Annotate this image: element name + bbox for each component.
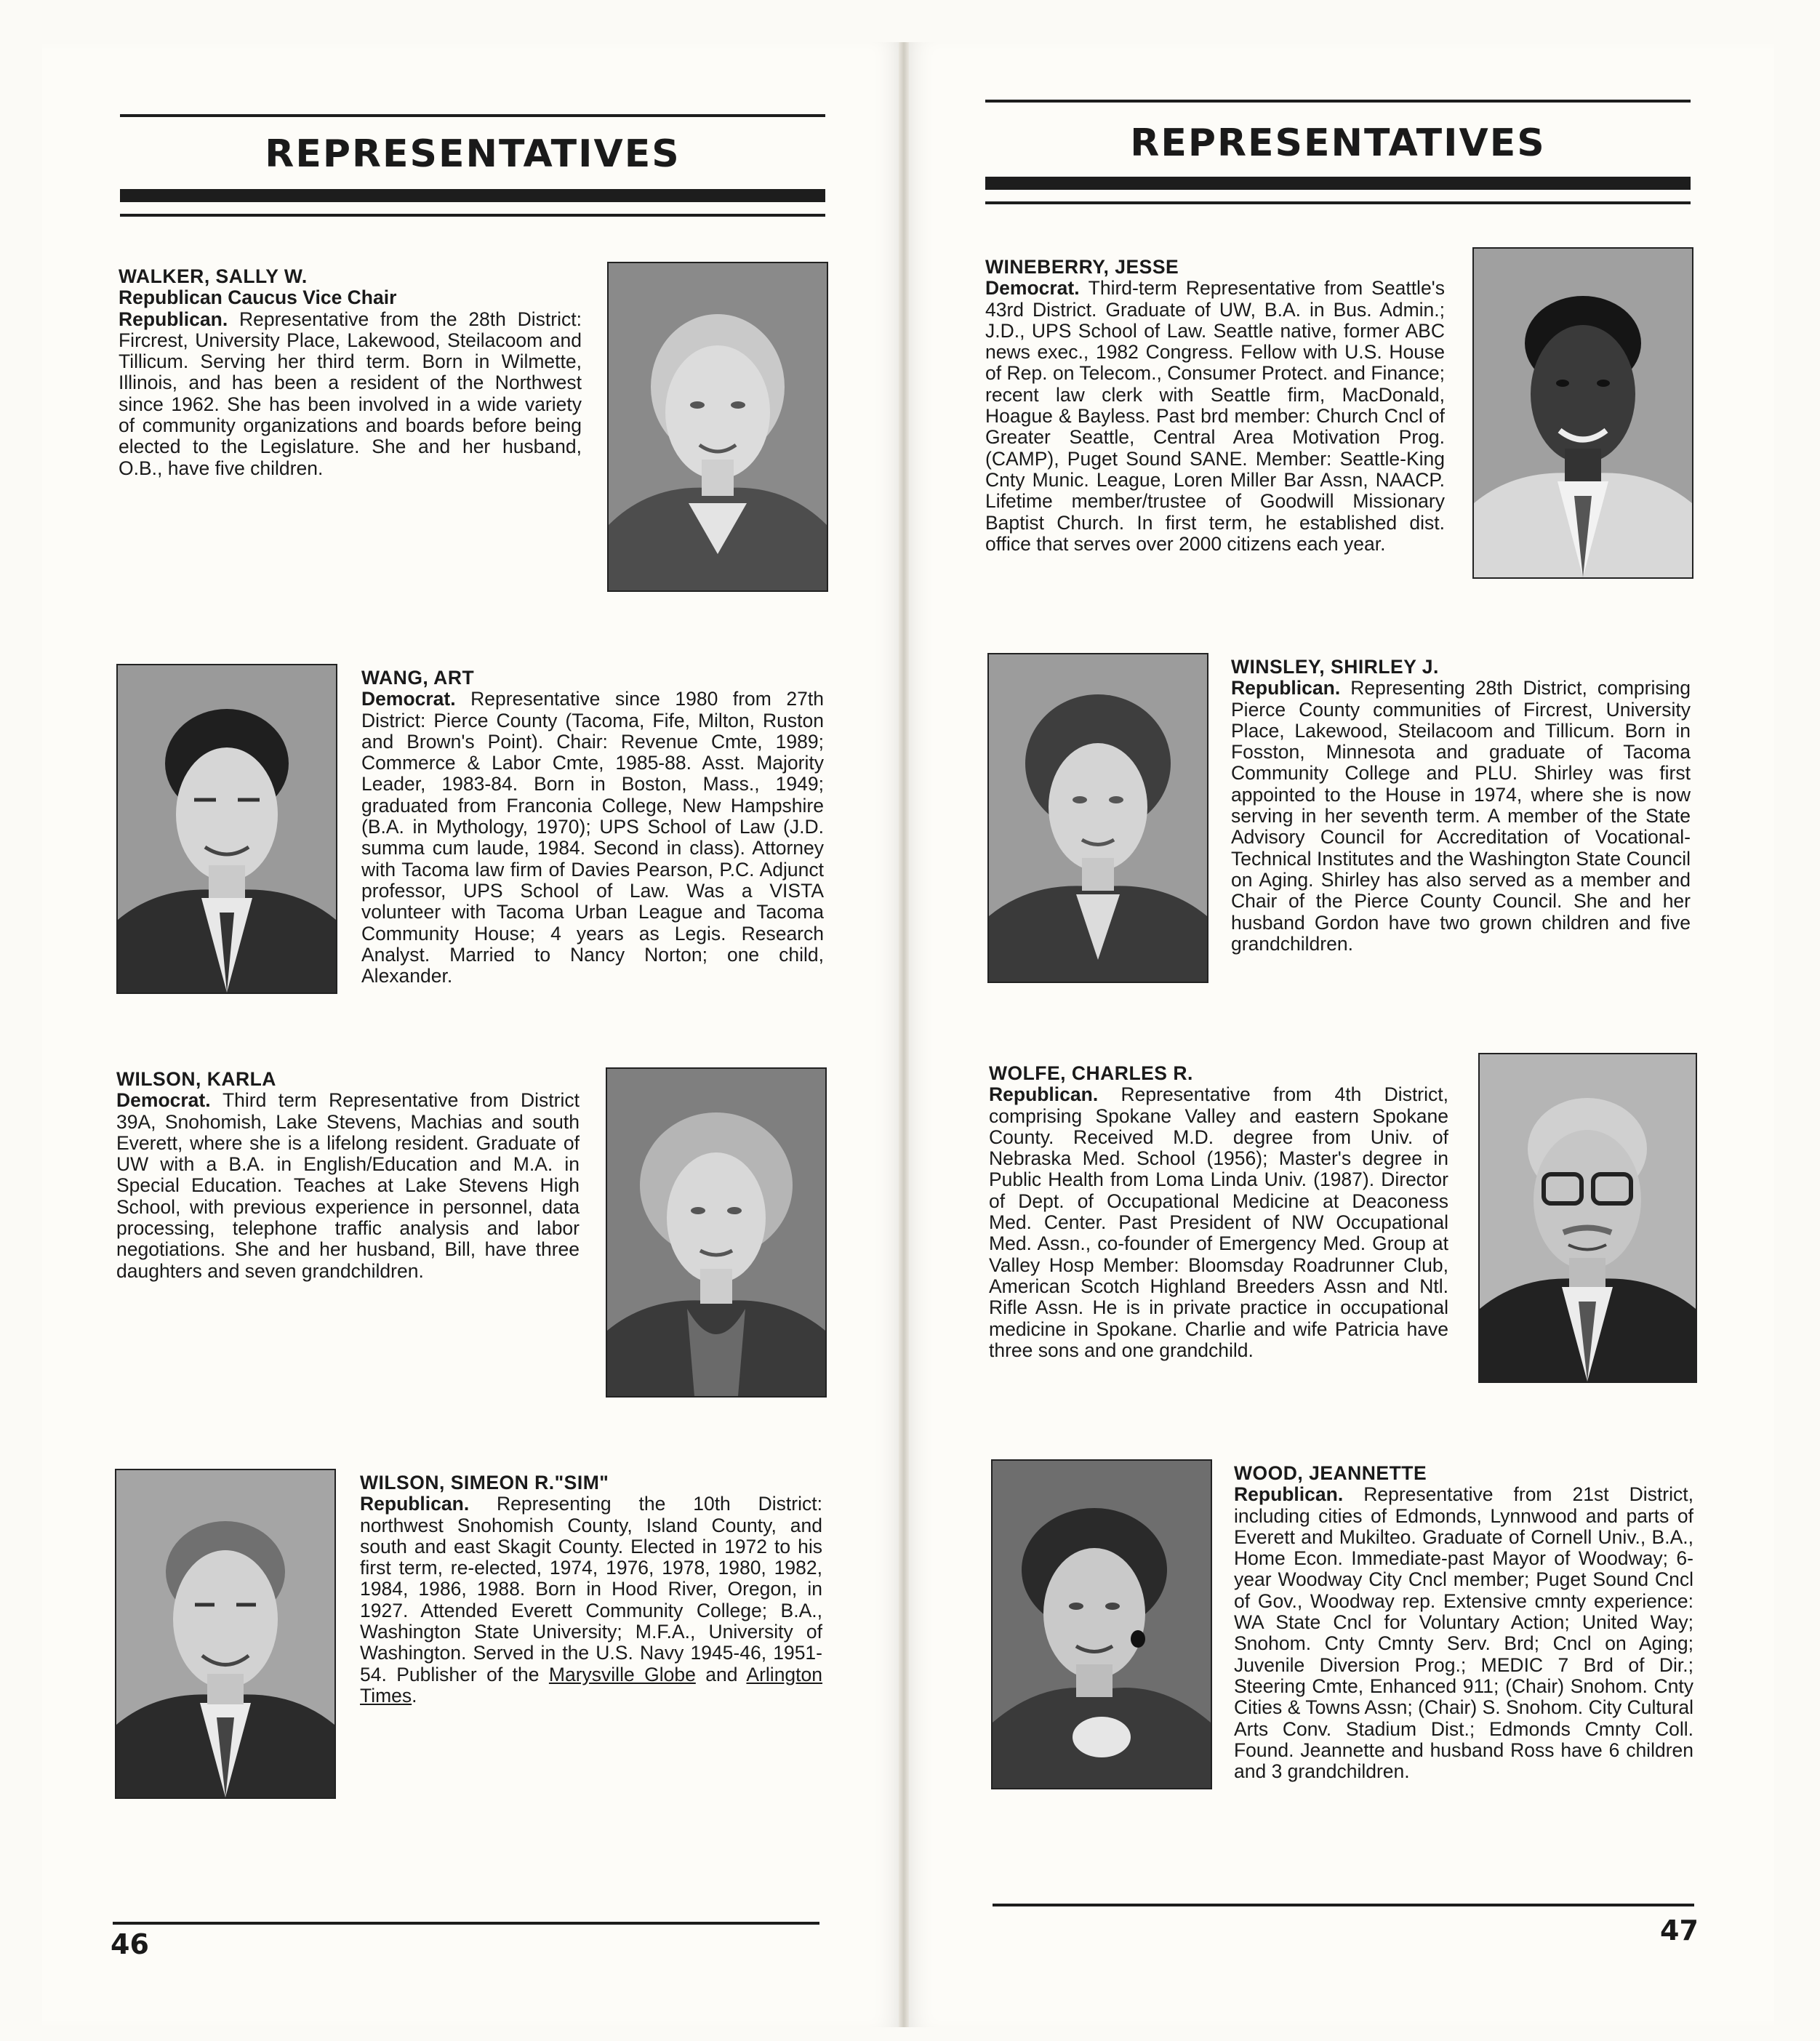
portrait-image [116, 1470, 334, 1797]
member-name: WOOD, JEANNETTE [1234, 1462, 1427, 1484]
member-party: Republican. [1234, 1483, 1364, 1506]
portrait-image [118, 665, 336, 993]
header-rule-bottom [985, 201, 1691, 204]
bio-wineberry [985, 257, 1445, 555]
portrait-image [989, 654, 1207, 982]
portrait-walker [607, 262, 828, 592]
member-party: Democrat. [985, 277, 1089, 300]
page-gutter [899, 42, 909, 2027]
sentence-end: . [412, 1684, 417, 1707]
member-name: WILSON, SIMEON R."SIM" [360, 1472, 609, 1493]
page-number-left: 46 [111, 1928, 149, 1960]
bio-wolfe [989, 1063, 1448, 1361]
portrait-wang [116, 664, 337, 994]
member-name: WINSLEY, SHIRLEY J. [1231, 656, 1439, 678]
bio-walker [119, 266, 582, 479]
header-rule-bottom [120, 214, 825, 217]
header-rule-top [985, 100, 1691, 103]
portrait-image [609, 263, 827, 590]
footer-rule [113, 1922, 819, 1925]
member-party: Republican. [119, 308, 239, 330]
portrait-wilson-karla [606, 1067, 827, 1398]
portrait-wolfe [1478, 1053, 1697, 1383]
member-name: WALKER, SALLY W. [119, 265, 308, 287]
member-bio: Third term Representative from District 39A, Snohomish, Lake Stevens, Machias and south Everett, where she is a lifelong resident. Graduate of UW with a B.A. in English/Education and M.A. in Special Education. Teaches at Lake Stevens High School, with previous experience in personnel, data processing, telephone traffic analysis and labor negotiations. She and her husband, Bill, have three daughters and seven grandchildren. [116, 1089, 580, 1282]
member-name: WILSON, KARLA [116, 1068, 276, 1090]
header-rule-thick [120, 189, 825, 202]
member-bio: Representative from 4th District, comprising Spokane Valley and eastern Spokane County. Received M.D. degree from Univ. of Nebraska Med. School (1956); Master's degree in Public Health from Loma Linda Univ. (1987). Director of Dept. of Occupational Medicine at Deaconess Med. Center. Past President of NW Occupational Med. Assn., co-founder of Emergency Med. Group at Valley Hosp Member: Bloomsday Roadrunner Club, American Scotch Highland Breeders Assn and Ntl. Rifle Assn. He is in private practice in occupational medicine in Spokane. Charlie and wife Patricia have three sons and one grandchild. [989, 1083, 1448, 1361]
portrait-wilson-simeon [115, 1469, 336, 1799]
portrait-winsley [987, 653, 1208, 983]
member-name: WINEBERRY, JESSE [985, 256, 1179, 278]
publication-name: Marysville Globe [548, 1663, 696, 1685]
conjunction: and [705, 1663, 738, 1685]
bio-wilson-simeon [360, 1472, 822, 1707]
member-name: WOLFE, CHARLES R. [989, 1062, 1193, 1084]
portrait-wood [991, 1459, 1212, 1789]
header-rule-thick [985, 177, 1691, 190]
member-bio: Representative from the 28th District: Fircrest, University Place, Lakewood, Steilacoom and Tillicum. Serving her third term. Born in Wilmette, Illinois, and has been a resident of the Northwest since 1962. She has been involved in a wide variety of community organizations and boards before being elected to the Legislature. She and her husband, O.B., have five children. [119, 308, 582, 479]
member-bio: Representing 28th District, comprising Pierce County communities of Fircrest, University Place, Lakewood, Steilacoom and Tillicum. Born in Fosston, Minnesota and graduate of Tacoma Community College and PLU. Shirley was first appointed to the House in 1974, where she is now serving in her seventh term. A member of the State Advisory Council for Accreditation of Vocational-Technical Institutes and the Washington State Council on Aging. Shirley has also served as a member and Chair of the Pierce County Council. She and her husband Gordon have two grown children and five grandchildren. [1231, 677, 1691, 955]
bio-wang [361, 667, 824, 987]
member-bio: Representative since 1980 from 27th District: Pierce County (Tacoma, Fife, Milton, Ruston and Brown's Point). Chair: Revenue Cmte, 1989; Commerce & Labor Cmte, 1985-88. Asst. Majority Leader, 1983-84. Born in Boston, Mass., 1949; graduated from Franconia College, New Hampshire (B.A. in Mythology, 1970); UPS School of Law (J.D. summa cum laude, 1984. Second in class). Attorney with Tacoma law firm of Davies Pearson, P.C. Adjunct professor, UPS School of Law. Was a VISTA volunteer with Tacoma Urban League and Tacoma Community House; 4 years as Legis. Research Analyst. Married to Nancy Norton; one child, Alexander. [361, 688, 824, 987]
portrait-image [1480, 1054, 1696, 1382]
member-bio: Third-term Representative from Seattle's 43rd District. Graduate of UW, B.A. in Bus. Admin.; J.D., UPS School of Law. Seattle native, former ABC news exec., 1982 Congress. Fellow with U.S. House of Rep. on Telecom., Consumer Protect. and Finance; recent law clerk with Seattle firm, MacDonald, Hoague & Bayless. Past brd member: Church Cncl of Greater Seattle, Central Area Motivation Prog. (CAMP), Puget Sound SANE. Member: Seattle-King Cnty Munic. League, Loren Miller Bar Assn, NAACP. Lifetime member/trustee of Goodwill Missionary Baptist Church. In first term, he established dist. office that serves over 2000 citizens each year. [985, 277, 1445, 555]
header-rule-top [120, 114, 825, 117]
member-party: Democrat. [116, 1089, 223, 1112]
member-title: Republican Caucus Vice Chair [119, 286, 397, 309]
member-bio: Representative from 21st District, including cities of Edmonds, Lynnwood and parts of Everett and Mukilteo. Graduate of Cornell Univ., B.A., Home Econ. Immediate-past Mayor of Woodway; 6-year Woodway City Cncl member; Puget Sound Cncl of Gov., Woodway rep. Extensive cmnty experience: WA State Cncl for Voluntary Action; United Way; Snohom. Cnty Cmnty Serv. Brd; Cncl on Aging; Juvenile Diversion Prog.; MEDIC 7 Brd of Dir.; Steering Cmte, Enhanced 911; (Chair) Snohom. Cnty Cities & Towns Assn; (Chair) S. Snohom. City Cultural Arts Conv. Stadium Dist.; Edmonds Cmnty Coll. Found. Jeannette and husband Ross have 6 children and 3 grandchildren. [1234, 1483, 1693, 1783]
publication-name: Arlington Times [360, 1663, 823, 1707]
bio-wood [1234, 1463, 1693, 1782]
bio-wilson-karla [116, 1069, 580, 1282]
footer-rule [993, 1904, 1694, 1906]
page-heading-left: REPRESENTATIVES [265, 132, 681, 176]
member-bio: Representing the 10th District: northwest Snohomish County, Island County, and south and east Skagit County. Elected in 1972 to his first term, re-elected, 1974, 1976, 1978, 1980, 1982, 1984, 1986, 1988. Born in Hood River, Oregon, in 1927. Attended Everett Community College; B.A., Washington State University; M.F.A., University of Washington. Served in the U.S. Navy 1945-46, 1951-54. Publisher of the [360, 1493, 822, 1685]
member-party: Republican. [989, 1083, 1121, 1106]
portrait-image [1474, 249, 1692, 577]
member-party: Democrat. [361, 688, 471, 710]
portrait-wineberry [1472, 247, 1693, 579]
bio-winsley [1231, 657, 1691, 955]
portrait-image [993, 1461, 1211, 1788]
page-heading-right: REPRESENTATIVES [1130, 121, 1546, 165]
page-number-right: 47 [1660, 1914, 1699, 1946]
member-party: Republican. [1231, 677, 1351, 699]
member-party: Republican. [360, 1493, 497, 1515]
portrait-image [607, 1069, 825, 1396]
member-name: WANG, ART [361, 667, 475, 689]
